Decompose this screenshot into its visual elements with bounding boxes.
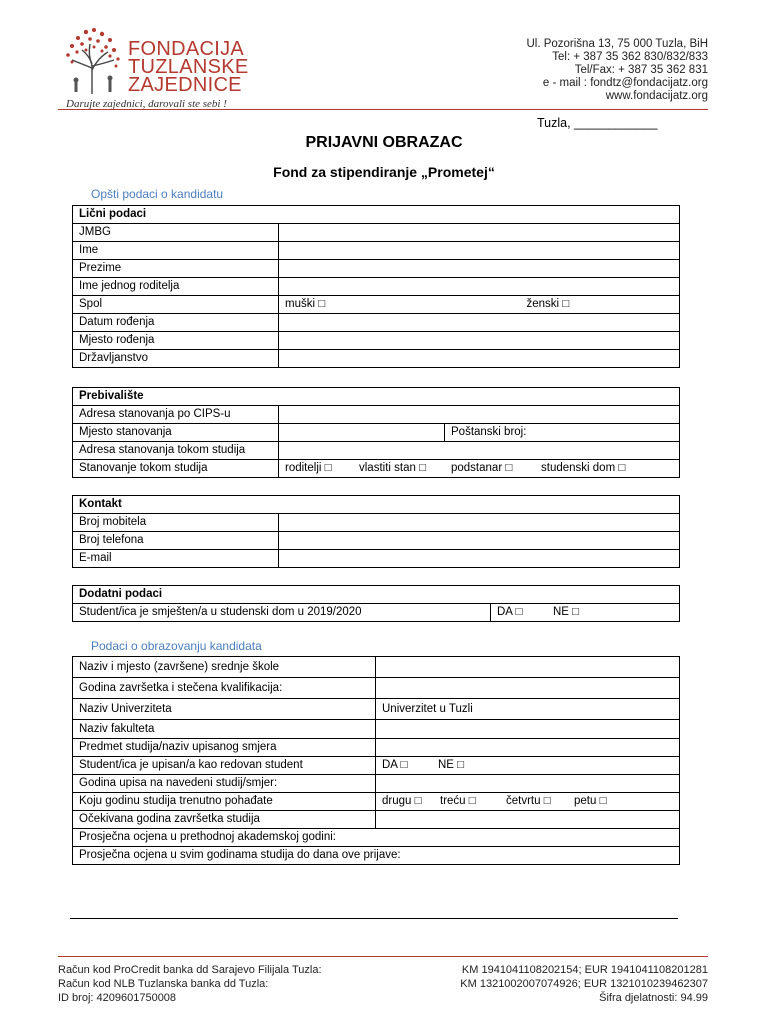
faculty-field[interactable]: [376, 720, 680, 739]
email-line: e - mail : fondtz@fondacijatz.org: [542, 77, 708, 89]
expected-graduation-label: Očekivana godina završetka studija: [73, 811, 376, 829]
footer-bank-labels: [58, 963, 322, 1005]
study-address-field[interactable]: [279, 442, 680, 460]
footer-activity-code: Šifra djelatnosti: 94.99: [599, 992, 708, 1004]
signature-line: [70, 918, 678, 919]
birth-date-field[interactable]: [279, 314, 680, 332]
birth-place-label: Mjesto rođenja: [73, 332, 279, 350]
additional-data-header: Dodatni podaci: [73, 586, 680, 604]
mobile-field[interactable]: [279, 514, 680, 532]
high-school-field[interactable]: [376, 657, 680, 678]
city-date-field[interactable]: Tuzla, ____________: [537, 116, 658, 130]
email-label: E-mail: [73, 550, 279, 568]
footer-account-1: KM 1941041108202154; EUR 1941041108201281: [461, 964, 708, 976]
university-label: Naziv Univerziteta: [73, 699, 376, 720]
first-name-label: Ime: [73, 242, 279, 260]
dorm-question-label: Student/ica je smješten/a u studenski dom u 2019/2020: [73, 604, 491, 622]
fax-line: Tel/Fax: + 387 35 362 831: [574, 64, 708, 76]
education-table: [72, 656, 680, 865]
gender-label: Spol: [73, 296, 279, 314]
phone-label: Broj telefona: [73, 532, 279, 550]
jmbg-field[interactable]: [279, 224, 680, 242]
footer-bank-2: Račun kod NLB Tuzlanska banka dd Tuzla:: [58, 978, 269, 990]
enrollment-year-field[interactable]: [376, 775, 680, 793]
study-program-label: Predmet studija/naziv upisanog smjera: [73, 739, 376, 757]
previous-year-average-field[interactable]: Prosječna ocjena u prethodnoj akademskoj godini:: [73, 829, 680, 847]
expected-graduation-field[interactable]: [376, 811, 680, 829]
full-time-yes-checkbox[interactable]: DA □: [382, 759, 408, 771]
contact-table: [72, 495, 680, 568]
current-year-options: [376, 793, 680, 811]
housing-options: [279, 460, 680, 478]
phone-field[interactable]: [279, 532, 680, 550]
housing-parents-checkbox[interactable]: roditelji □: [285, 462, 332, 474]
section-heading-general: Opšti podaci o kandidatu: [91, 187, 224, 201]
tree-logo-icon: [58, 24, 130, 96]
section-heading-education: Podaci o obrazovanju kandidata: [91, 639, 262, 653]
university-field[interactable]: Univerzitet u Tuzli: [376, 699, 680, 720]
overall-average-field[interactable]: Prosječna ocjena u svim godinama studija do dana ove prijave:: [73, 847, 680, 865]
contact-info: [526, 38, 708, 103]
study-program-field[interactable]: [376, 739, 680, 757]
personal-data-header: Lični podaci: [73, 206, 680, 224]
mobile-label: Broj mobitela: [73, 514, 279, 532]
full-time-options: [376, 757, 680, 775]
housing-tenant-checkbox[interactable]: podstanar □: [451, 462, 513, 474]
birth-date-label: Datum rođenja: [73, 314, 279, 332]
dorm-no-checkbox[interactable]: NE □: [553, 606, 580, 618]
gender-male-checkbox[interactable]: muški □: [279, 296, 445, 314]
email-field[interactable]: [279, 550, 680, 568]
housing-label: Stanovanje tokom studija: [73, 460, 279, 478]
housing-own-apartment-checkbox[interactable]: vlastiti stan □: [359, 462, 427, 474]
footer-account-numbers: [460, 963, 708, 1005]
footer-account-2: KM 1321002007074926; EUR 1321010239462307: [460, 978, 708, 990]
citizenship-field[interactable]: [279, 350, 680, 368]
parent-name-label: Ime jednog roditelja: [73, 278, 279, 296]
phone-line: Tel: + 387 35 362 830/832/833: [552, 51, 708, 63]
residence-table: [72, 387, 680, 478]
faculty-label: Naziv fakulteta: [73, 720, 376, 739]
tagline: Darujte zajednici, darovali ste sebi !: [66, 98, 227, 110]
first-name-field[interactable]: [279, 242, 680, 260]
cips-address-field[interactable]: [279, 406, 680, 424]
brand-line-2: TUZLANSKE: [128, 56, 249, 78]
full-time-no-checkbox[interactable]: NE □: [438, 759, 465, 771]
last-name-field[interactable]: [279, 260, 680, 278]
header-divider: [58, 109, 708, 110]
year-fourth-checkbox[interactable]: četvrtu □: [506, 795, 551, 807]
foundation-logo: [58, 24, 258, 116]
page-title: PRIJAVNI OBRAZAC: [305, 134, 463, 151]
citizenship-label: Državljanstvo: [73, 350, 279, 368]
graduation-qualification-field[interactable]: [376, 678, 680, 699]
parent-name-field[interactable]: [279, 278, 680, 296]
enrollment-year-label: Godina upisa na navedeni studij/smjer:: [73, 775, 376, 793]
last-name-label: Prezime: [73, 260, 279, 278]
page-subtitle: Fond za stipendiranje „Prometej“: [273, 164, 495, 180]
additional-data-table: [72, 585, 680, 622]
cips-address-label: Adresa stanovanja po CIPS-u: [73, 406, 279, 424]
current-year-label: Koju godinu studija trenutno pohađate: [73, 793, 376, 811]
dorm-yes-checkbox[interactable]: DA □: [497, 606, 523, 618]
website-line: www.fondacijatz.org: [605, 90, 708, 102]
year-fifth-checkbox[interactable]: petu □: [574, 795, 607, 807]
contact-header: Kontakt: [73, 496, 680, 514]
jmbg-label: JMBG: [73, 224, 279, 242]
study-address-label: Adresa stanovanja tokom studija: [73, 442, 279, 460]
postal-code-field[interactable]: Poštanski broj:: [445, 424, 680, 442]
personal-data-table: [72, 205, 680, 368]
birth-place-field[interactable]: [279, 332, 680, 350]
residence-place-label: Mjesto stanovanja: [73, 424, 279, 442]
year-third-checkbox[interactable]: treću □: [440, 795, 476, 807]
footer-id: ID broj: 4209601750008: [58, 992, 177, 1004]
gender-female-checkbox[interactable]: ženski □: [445, 296, 680, 314]
year-second-checkbox[interactable]: drugu □: [382, 795, 422, 807]
brand-name: [128, 40, 249, 94]
address-line: Ul. Pozorišna 13, 75 000 Tuzla, BiH: [526, 38, 708, 50]
graduation-qualification-label: Godina završetka i stečena kvalifikacija:: [73, 678, 376, 699]
residence-header: Prebivalište: [73, 388, 680, 406]
brand-line-1: FONDACIJA: [128, 38, 245, 60]
high-school-label: Naziv i mjesto (završene) srednje škole: [73, 657, 376, 678]
full-time-label: Student/ica je upisan/a kao redovan student: [73, 757, 376, 775]
footer-bank-1: Račun kod ProCredit banka dd Sarajevo Filijala Tuzla:: [58, 964, 322, 976]
residence-place-field[interactable]: [279, 424, 445, 442]
brand-line-3: ZAJEDNICE: [128, 74, 242, 96]
housing-dorm-checkbox[interactable]: studenski dom □: [541, 462, 626, 474]
dorm-answer-options: [491, 604, 680, 622]
footer-divider: [58, 956, 708, 957]
